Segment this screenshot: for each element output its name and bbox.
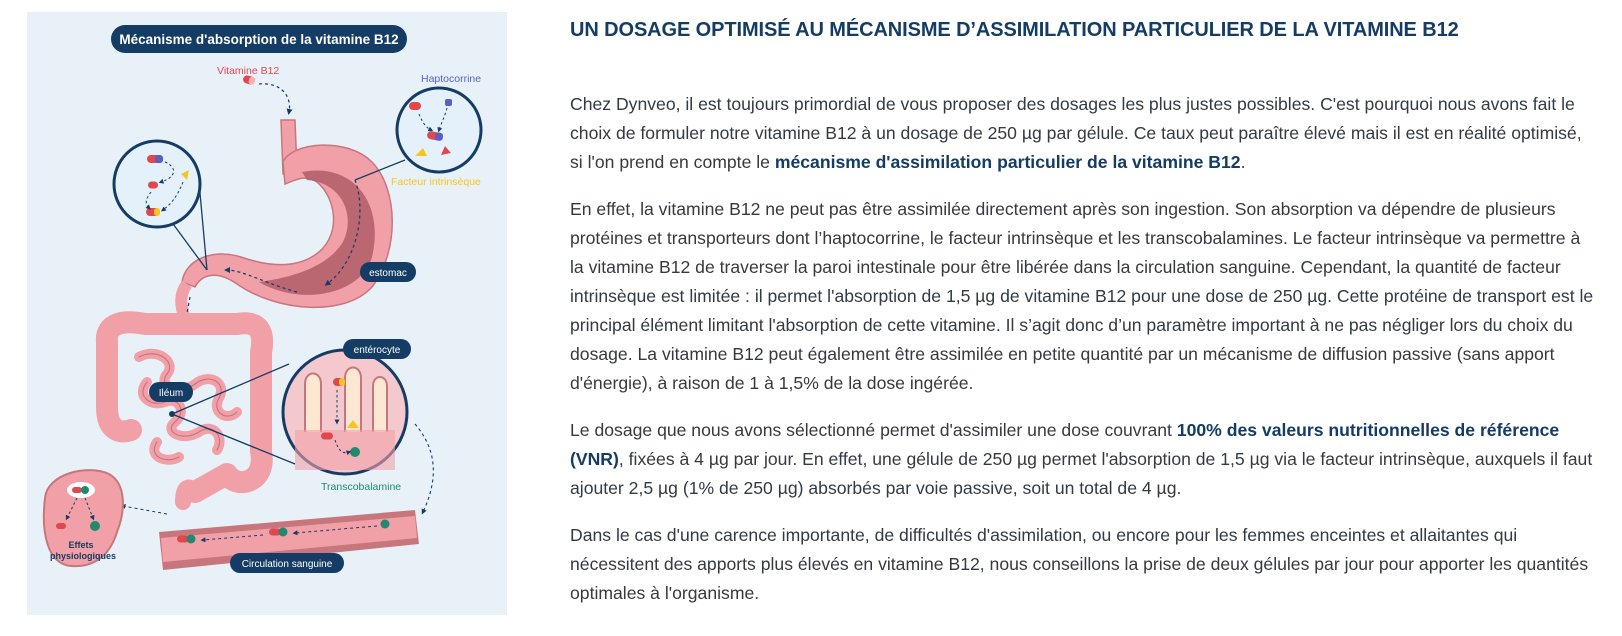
label-haptocorrine: Haptocorrine (421, 73, 482, 85)
article (570, 10, 1595, 626)
label-circulation: Circulation sanguine (241, 559, 333, 570)
paragraph-2: En effet, la vitamine B12 ne peut pas être assimilée directement après son ingestion. Son absorption va dépendre de plusieurs protéines et transporteurs dont l’haptocorrine, le facteur intrinsèque et les transcobalamines. Le facteur intrinsèque va permettre à la vitamine B12 de traverser la paroi intestinale pour être libérée dans la circulation sanguine. Cependant, la quantité de facteur intrinsèque est limitée : il permet l'absorption de 1,5 µg de vitamine B12 pour une dose de 250 µg. Cette protéine de transport est le principal élément limitant l'absorption de cette vitamine. Il s’agit donc d’un paramètre important à ne pas négliger lors du choix du dosage. La vitamine B12 peut également être assimilée en petite quantité par un mécanisme de diffusion passive (sans apport d'énergie), à raison de 1 à 1,5% de la dose ingérée. (570, 199, 1594, 393)
paragraph-1-end: . (1240, 152, 1246, 172)
paragraph-4: Dans le cas d'une carence importante, de difficultés d'assimilation, ou encore pour les femmes enceintes et allaitantes qui nécessitent des apports plus élevés en vitamine B12, nous conseillons la prise de deux gélules par jour pour apporter les quantités optimales à l'organisme. (570, 525, 1589, 603)
label-effets-line1: Effets (68, 540, 94, 550)
label-enterocyte: entérocyte (353, 345, 401, 356)
paragraph-3 (570, 416, 1595, 503)
label-transcobalamine: Transcobalamine (321, 481, 402, 493)
paragraph-1 (570, 90, 1595, 177)
article-heading: UN DOSAGE OPTIMISÉ AU MÉCANISME D’ASSIMILATION PARTICULIER DE LA VITAMINE B12 (570, 19, 1459, 41)
haptocorrine-zoom-bubble (397, 88, 481, 172)
absorption-diagram (27, 12, 507, 615)
label-facteur-intrinseque: Facteur intrinsèque (391, 176, 481, 188)
paragraph-3-bold: 100% des valeurs nutritionnelles de référence (VNR) (570, 420, 1560, 469)
label-effets-line2: physiologiques (49, 551, 117, 561)
paragraph-3-end: , fixées à 4 µg par jour. En effet, une gélule de 250 µg permet l'absorption de 1,5 µg via le facteur intrinsèque, auxquels il faut ajouter 2,5 µg (1% de 250 µg) absorbés par voie passive, soit un total de 4 µg. (570, 449, 1593, 498)
label-ileum: Iléum (158, 388, 184, 399)
paragraph-3-text: Le dosage que nous avons sélectionné permet d'assimiler une dose couvrant (570, 420, 1177, 440)
paragraph-1-text: Chez Dynveo, il est toujours primordial de vous proposer des dosages les plus justes possibles. C'est pourquoi nous avons fait le choix de formuler notre vitamine B12 à un dosage de 250 µg par gélule. Ce taux peut paraître élevé mais il est en réalité optimisé, si l'on prend en compte le (570, 94, 1582, 172)
paragraph-1-bold: mécanisme d'assimilation particulier de la vitamine B12 (774, 152, 1241, 172)
label-vitamine-b12: Vitamine B12 (217, 65, 280, 77)
intestines (107, 322, 262, 502)
diagram-title: Mécanisme d'absorption de la vitamine B12 (119, 32, 399, 47)
absorption-illustration (27, 12, 507, 615)
label-estomac: estomac (369, 268, 407, 279)
